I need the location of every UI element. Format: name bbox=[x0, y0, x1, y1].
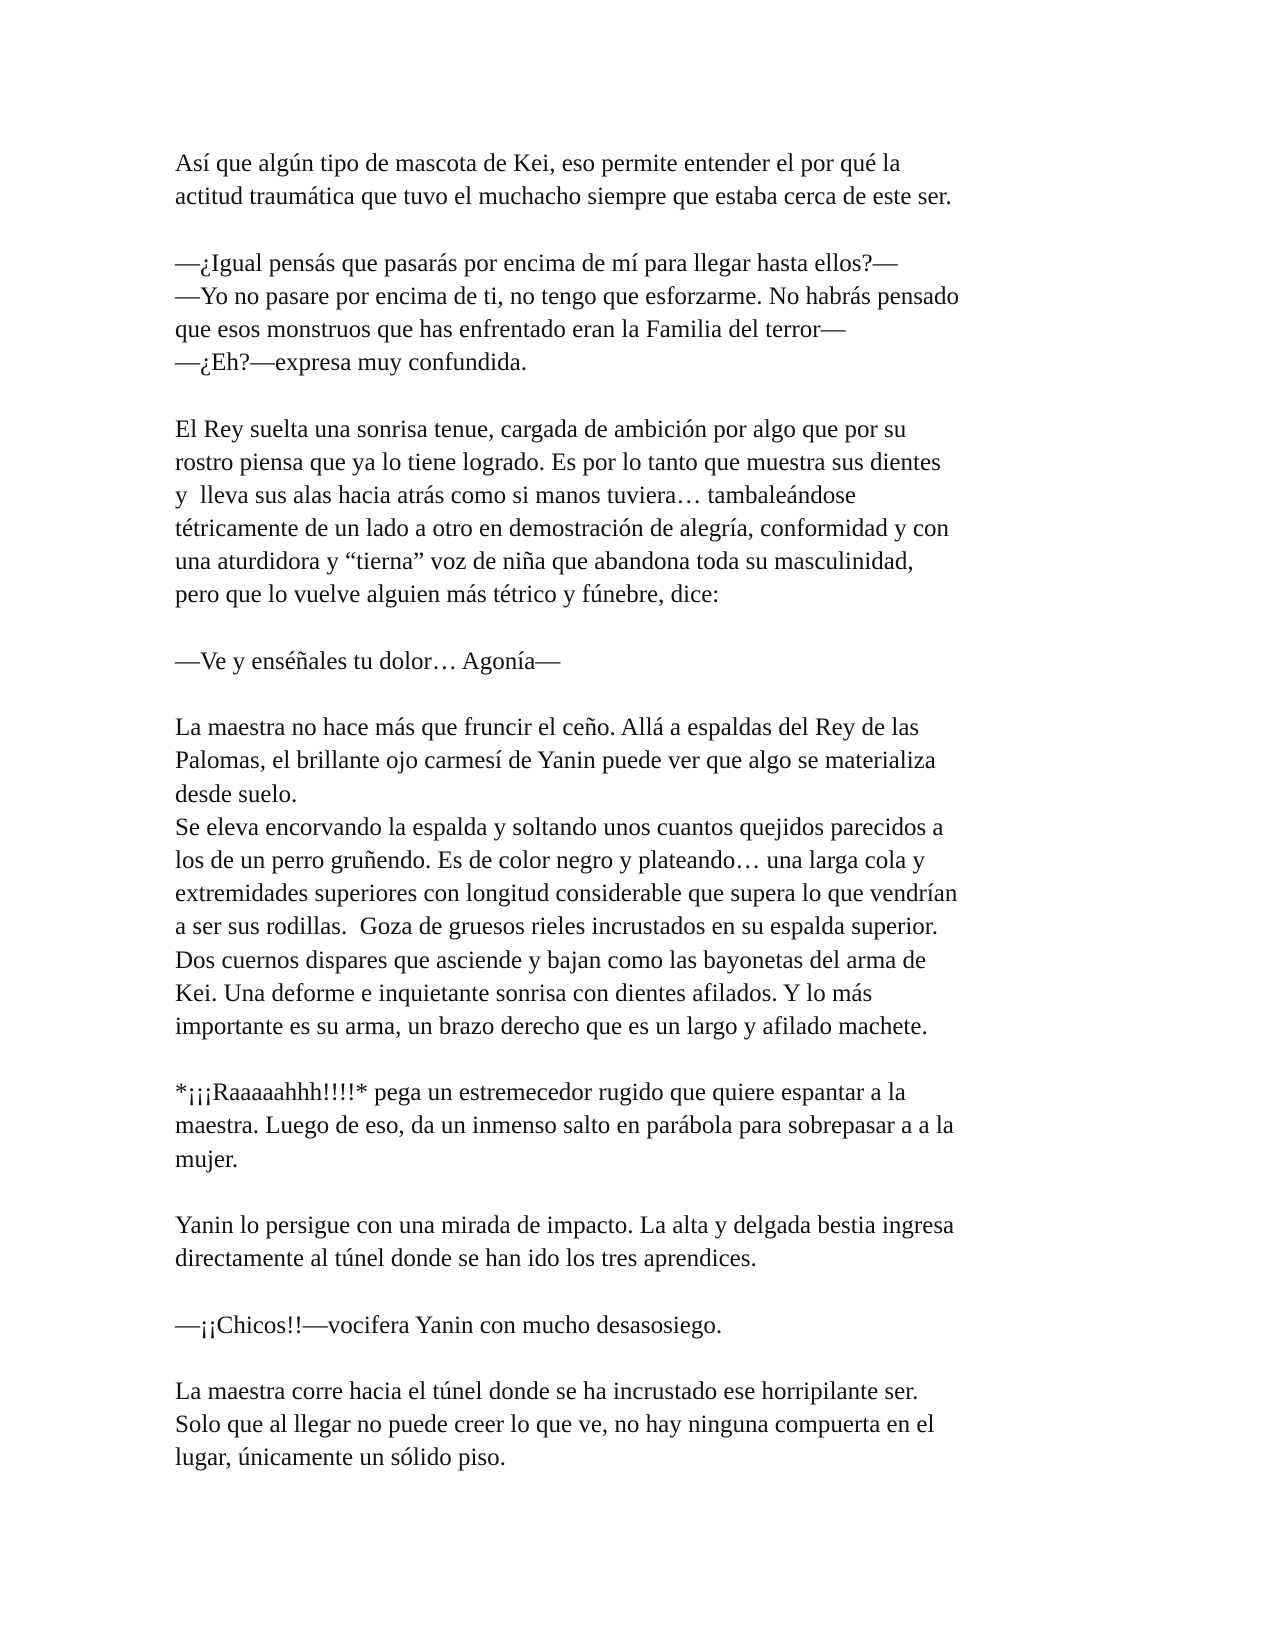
text-line: los de un perro gruñendo. Es de color negro y plateando… una larga cola y bbox=[175, 846, 925, 874]
body-text bbox=[175, 147, 1100, 1475]
text-line: Solo que al llegar no puede creer lo que ve, no hay ninguna compuerta en el bbox=[175, 1411, 935, 1439]
text-line: desde suelo. bbox=[175, 780, 298, 808]
text-line: rostro piensa que ya lo tiene logrado. Es por lo tanto que muestra sus dientes bbox=[175, 448, 941, 476]
paragraph-gap bbox=[175, 1176, 1100, 1209]
text-line: lugar, únicamente un sólido piso. bbox=[175, 1444, 506, 1472]
text-line: actitud traumática que tuvo el muchacho siempre que estaba cerca de este ser. bbox=[175, 183, 952, 211]
paragraph-gap bbox=[175, 1043, 1100, 1076]
text-line: —¿Igual pensás que pasarás por encima de mí para llegar hasta ellos?— bbox=[175, 249, 898, 277]
text-line: tétricamente de un lado a otro en demostración de alegría, conformidad y con bbox=[175, 515, 949, 543]
text-line: Kei. Una deforme e inquietante sonrisa con dientes afilados. Y lo más bbox=[175, 979, 873, 1007]
text-line: extremidades superiores con longitud considerable que supera lo que vendrían bbox=[175, 880, 958, 908]
text-line: *¡¡¡Raaaaahhh!!!!* pega un estremecedor rugido que quiere espantar a la bbox=[175, 1079, 906, 1107]
text-line: Dos cuernos dispares que asciende y bajan como las bayonetas del arma de bbox=[175, 946, 927, 974]
paragraph-gap bbox=[175, 612, 1100, 645]
paragraph-gap bbox=[175, 213, 1100, 246]
text-line: directamente al túnel donde se han ido los tres aprendices. bbox=[175, 1245, 757, 1273]
paragraph-gap bbox=[175, 379, 1100, 412]
paragraph-gap bbox=[175, 1275, 1100, 1308]
text-line: una aturdidora y “tierna” voz de niña que abandona toda su masculinidad, bbox=[175, 548, 914, 576]
text-line: El Rey suelta una sonrisa tenue, cargada de ambición por algo que por su bbox=[175, 415, 907, 443]
text-line: La maestra corre hacia el túnel donde se ha incrustado ese horripilante ser. bbox=[175, 1377, 919, 1405]
text-line: y lleva sus alas hacia atrás como si manos tuviera… tambaleándose bbox=[175, 481, 857, 509]
text-line: Palomas, el brillante ojo carmesí de Yanin puede ver que algo se materializa bbox=[175, 747, 936, 775]
text-line: mujer. bbox=[175, 1145, 239, 1173]
text-line: Yanin lo persigue con una mirada de impacto. La alta y delgada bestia ingresa bbox=[175, 1212, 955, 1239]
paragraph-gap bbox=[175, 1342, 1100, 1375]
text-line: importante es su arma, un brazo derecho que es un largo y afilado machete. bbox=[175, 1012, 928, 1040]
text-line: Así que algún tipo de mascota de Kei, eso permite entender el por qué la bbox=[175, 150, 901, 177]
text-line: La maestra no hace más que fruncir el ceño. Allá a espaldas del Rey de las bbox=[175, 714, 920, 742]
text-line: a ser sus rodillas. Goza de gruesos rieles incrustados en su espalda superior. bbox=[175, 913, 939, 941]
text-line: Se eleva encorvando la espalda y soltando unos cuantos quejidos parecidos a bbox=[175, 813, 944, 841]
text-line: —¿Eh?—expresa muy confundida. bbox=[175, 349, 527, 377]
text-line: maestra. Luego de eso, da un inmenso salto en parábola para sobrepasar a a la bbox=[175, 1112, 954, 1140]
text-line: —¡¡Chicos!!—vocifera Yanin con mucho desasosiego. bbox=[175, 1311, 723, 1339]
paragraph-gap bbox=[175, 678, 1100, 711]
text-line: —Ve y enséñales tu dolor… Agonía— bbox=[175, 647, 561, 675]
text-line: que esos monstruos que has enfrentado eran la Familia del terror— bbox=[175, 315, 846, 343]
text-line: —Yo no pasare por encima de ti, no tengo que esforzarme. No habrás pensado bbox=[175, 282, 960, 310]
text-line: pero que lo vuelve alguien más tétrico y fúnebre, dice: bbox=[175, 581, 720, 609]
